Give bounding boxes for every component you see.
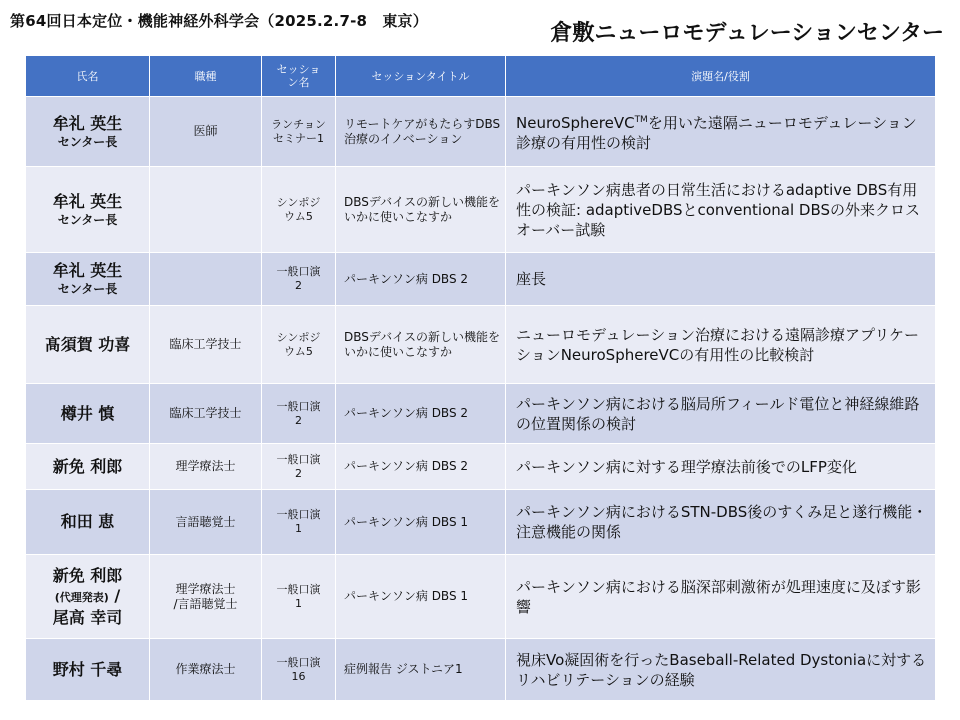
presenter-name: 髙須賀 功喜 — [44, 334, 131, 354]
presentation-table — [25, 55, 936, 701]
presenter-name: 牟礼 英生 — [52, 113, 123, 133]
session-title-cell: 症例報告 ジストニア1 — [336, 639, 506, 701]
presenter-name: 牟礼 英生 — [52, 261, 123, 280]
job-cell — [150, 167, 262, 253]
presenter-title: センター長 — [57, 212, 118, 227]
name-cell — [26, 490, 150, 555]
presentation-cell: パーキンソン病における脳深部刺激術が処理速度に及ぼす影響 — [506, 555, 936, 639]
name-cell — [26, 384, 150, 444]
session-title-cell: パーキンソン病 DBS 2 — [336, 253, 506, 306]
presentation-cell: 座長 — [506, 253, 936, 306]
session-title-cell: パーキンソン病 DBS 2 — [336, 444, 506, 490]
session-cell: シンポジウム5 — [262, 167, 336, 253]
session-title-cell: パーキンソン病 DBS 2 — [336, 384, 506, 444]
presenter-title: センター長 — [57, 134, 118, 149]
presentation-cell: NeuroSphereVC™を用いた遠隔ニューロモデュレーション診療の有用性の検討 — [506, 97, 936, 167]
table-row — [26, 306, 936, 384]
table-row — [26, 253, 936, 306]
name-cell — [26, 444, 150, 490]
presentation-cell: パーキンソン病におけるSTN-DBS後のすくみ足と遂行機能・注意機能の関係 — [506, 490, 936, 555]
session-cell: 一般口演16 — [262, 639, 336, 701]
name-cell — [26, 253, 150, 306]
job-cell: 作業療法士 — [150, 639, 262, 701]
table-row — [26, 167, 936, 253]
presentation-cell: ニューロモデュレーション治療における遠隔診療アプリケーションNeuroSphereVCの有用性の比較検討 — [506, 306, 936, 384]
header-presentation: 演題名/役割 — [506, 56, 936, 97]
presentation-cell: 視床Vo凝固術を行ったBaseball-Related Dystoniaに対するリハビリテーションの経験 — [506, 639, 936, 701]
organization-title: 倉敷ニューロモデュレーションセンター — [550, 21, 944, 46]
session-title-cell: パーキンソン病 DBS 1 — [336, 555, 506, 639]
session-cell: 一般口演2 — [262, 253, 336, 306]
table-row — [26, 490, 936, 555]
name-cell — [26, 555, 150, 639]
conference-title: 第64回日本定位・機能神経外科学会（2025.2.7-8 東京） — [10, 12, 428, 30]
table-row — [26, 384, 936, 444]
job-cell: 理学療法士 — [150, 444, 262, 490]
presenter-name: 野村 千尋 — [52, 659, 123, 679]
session-title-cell: DBSデバイスの新しい機能をいかに使いこなすか — [336, 167, 506, 253]
table-row — [26, 639, 936, 701]
header-session: セッション名 — [262, 56, 336, 97]
presenter-name: 新免 利郎 — [52, 565, 123, 585]
table-row — [26, 97, 936, 167]
job-cell: 臨床工学技士 — [150, 384, 262, 444]
session-title-cell: リモートケアがもたらすDBS治療のイノベーション — [336, 97, 506, 167]
session-cell: シンポジウム5 — [262, 306, 336, 384]
presenter-name: 樽井 慎 — [60, 403, 115, 423]
proxy-label: (代理発表) — [54, 590, 109, 604]
session-cell: 一般口演2 — [262, 444, 336, 490]
presenter-name: 新免 利郎 — [52, 456, 123, 476]
presenter-name: 牟礼 英生 — [52, 191, 123, 211]
name-cell — [26, 639, 150, 701]
session-cell: 一般口演1 — [262, 490, 336, 555]
name-separator: / — [114, 585, 121, 605]
job-cell: 言語聴覚士 — [150, 490, 262, 555]
table-row — [26, 444, 936, 490]
session-cell: 一般口演1 — [262, 555, 336, 639]
job-cell: 医師 — [150, 97, 262, 167]
presentation-cell: パーキンソン病患者の日常生活におけるadaptive DBS有用性の検証: adaptiveDBSとconventional DBSの外来クロスオーバー試験 — [506, 167, 936, 253]
session-title-cell: パーキンソン病 DBS 1 — [336, 490, 506, 555]
job-cell: 理学療法士 /言語聴覚士 — [150, 555, 262, 639]
presenter-title: センター長 — [57, 282, 118, 296]
session-cell: 一般口演2 — [262, 384, 336, 444]
presenter-name: 和田 恵 — [60, 512, 115, 531]
table-row — [26, 555, 936, 639]
name-cell — [26, 306, 150, 384]
session-cell: ランチョンセミナー1 — [262, 97, 336, 167]
header-name: 氏名 — [26, 56, 150, 97]
presentation-cell: パーキンソン病における脳局所フィールド電位と神経線維路の位置関係の検討 — [506, 384, 936, 444]
presenter-name: 尾高 幸司 — [52, 607, 123, 627]
name-cell — [26, 97, 150, 167]
job-cell — [150, 253, 262, 306]
table-header-row — [26, 56, 936, 97]
presentation-cell: パーキンソン病に対する理学療法前後でのLFP変化 — [506, 444, 936, 490]
name-cell — [26, 167, 150, 253]
header-job: 職種 — [150, 56, 262, 97]
job-cell: 臨床工学技士 — [150, 306, 262, 384]
session-title-cell: DBSデバイスの新しい機能をいかに使いこなすか — [336, 306, 506, 384]
header-session-title: セッションタイトル — [336, 56, 506, 97]
